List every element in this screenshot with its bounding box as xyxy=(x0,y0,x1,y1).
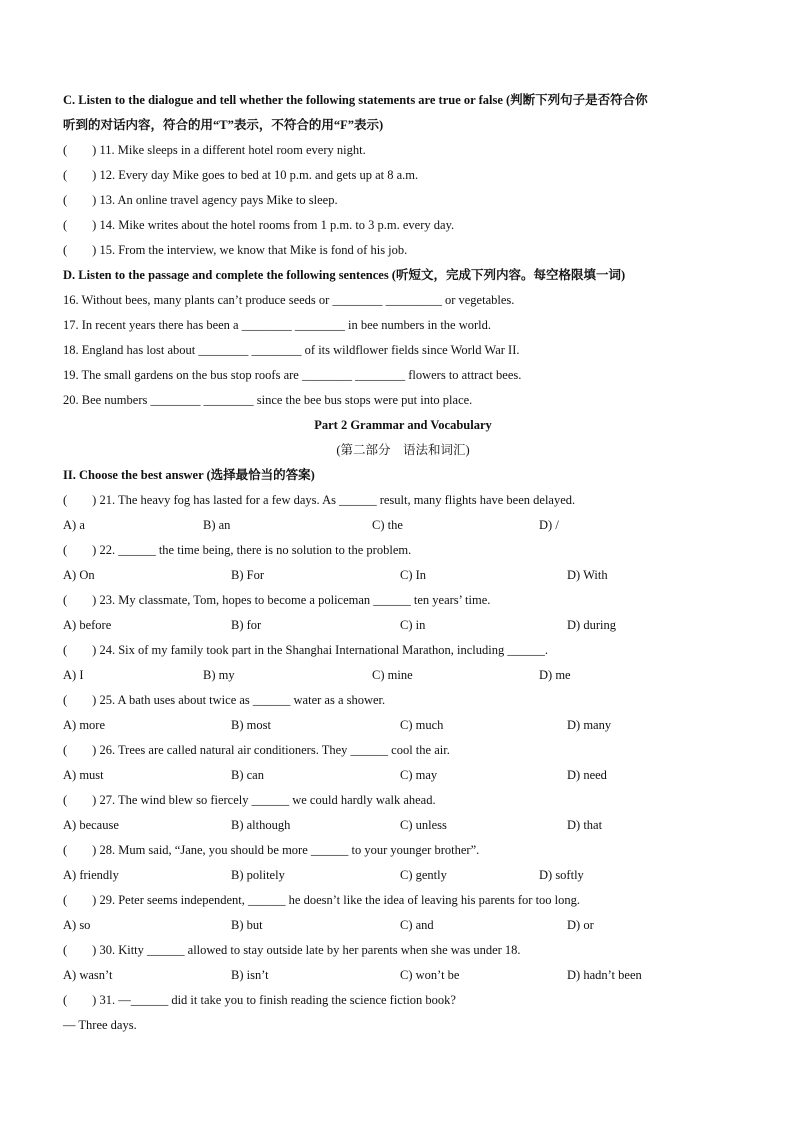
option-d: D) need xyxy=(567,768,607,782)
option-d: D) With xyxy=(567,568,608,582)
question-15: ( ) 15. From the interview, we know that Mike is fond of his job. xyxy=(63,243,408,257)
options-30 xyxy=(63,963,743,988)
question-24: ( ) 24. Six of my family took part in the Shanghai International Marathon, including ______. xyxy=(63,643,548,657)
question-14: ( ) 14. Mike writes about the hotel rooms from 1 p.m. to 3 p.m. every day. xyxy=(63,218,455,232)
section-d-heading: D. Listen to the passage and complete the following sentences (听短文，完成下列内容。每空格限填一词) xyxy=(63,268,626,282)
question-28: ( ) 28. Mum said, “Jane, you should be more ______ to your younger brother”. xyxy=(63,843,480,857)
question-29: ( ) 29. Peter seems independent, ______ he doesn’t like the idea of leaving his parents for too long. xyxy=(63,893,581,907)
option-a: A) I xyxy=(63,668,84,682)
option-b: B) for xyxy=(231,618,262,632)
options-21 xyxy=(63,513,743,538)
options-25 xyxy=(63,713,743,738)
option-a: A) On xyxy=(63,568,95,582)
question-13: ( ) 13. An online travel agency pays Mike to sleep. xyxy=(63,193,338,207)
option-c: C) won’t be xyxy=(400,968,460,982)
option-a: A) wasn’t xyxy=(63,968,113,982)
section-c-heading-cont: 听到的对话内容，符合的用“T”表示，不符合的用“F”表示) xyxy=(63,118,384,132)
question-17: 17. In recent years there has been a ________ ________ in bee numbers in the world. xyxy=(63,318,492,332)
options-24 xyxy=(63,663,743,688)
question-12: ( ) 12. Every day Mike goes to bed at 10 p.m. and gets up at 8 a.m. xyxy=(63,168,419,182)
part2-title: Part 2 Grammar and Vocabulary xyxy=(314,418,492,432)
option-c: C) mine xyxy=(372,668,413,682)
option-b: B) most xyxy=(231,718,271,732)
option-c: C) much xyxy=(400,718,444,732)
option-d: D) or xyxy=(567,918,594,932)
option-a: A) a xyxy=(63,518,85,532)
option-c: C) in xyxy=(400,618,426,632)
options-27 xyxy=(63,813,743,838)
question-11: ( ) 11. Mike sleeps in a different hotel room every night. xyxy=(63,143,366,157)
section-c-heading: C. Listen to the dialogue and tell whether the following statements are true or false (判断下列句子是否符合你 xyxy=(63,93,648,107)
options-22 xyxy=(63,563,743,588)
option-d: D) softly xyxy=(539,868,584,882)
option-b: B) politely xyxy=(231,868,285,882)
section-ii-heading: II. Choose the best answer (选择最恰当的答案) xyxy=(63,468,315,482)
option-a: A) before xyxy=(63,618,112,632)
option-c: C) and xyxy=(400,918,434,932)
exam-page xyxy=(63,88,743,1038)
options-29 xyxy=(63,913,743,938)
option-d: D) / xyxy=(539,518,559,532)
part2-subtitle: (第二部分 语法和词汇) xyxy=(336,443,470,457)
option-d: D) hadn’t been xyxy=(567,968,642,982)
option-a: A) so xyxy=(63,918,91,932)
question-16: 16. Without bees, many plants can’t produce seeds or ________ _________ or vegetables. xyxy=(63,293,515,307)
option-b: B) but xyxy=(231,918,263,932)
option-a: A) friendly xyxy=(63,868,119,882)
option-c: C) the xyxy=(372,518,403,532)
question-30: ( ) 30. Kitty ______ allowed to stay outside late by her parents when she was under 18. xyxy=(63,943,521,957)
option-b: B) isn’t xyxy=(231,968,269,982)
question-25: ( ) 25. A bath uses about twice as ______ water as a shower. xyxy=(63,693,386,707)
option-c: C) gently xyxy=(400,868,447,882)
question-21: ( ) 21. The heavy fog has lasted for a few days. As ______ result, many flights have been delayed. xyxy=(63,493,576,507)
question-27: ( ) 27. The wind blew so fiercely ______ we could hardly walk ahead. xyxy=(63,793,436,807)
options-23 xyxy=(63,613,743,638)
option-d: D) during xyxy=(567,618,616,632)
question-20: 20. Bee numbers ________ ________ since the bee bus stops were put into place. xyxy=(63,393,473,407)
question-23: ( ) 23. My classmate, Tom, hopes to become a policeman ______ ten years’ time. xyxy=(63,593,491,607)
question-18: 18. England has lost about ________ ________ of its wildflower fields since World War II. xyxy=(63,343,520,357)
answer-31: — Three days. xyxy=(63,1018,137,1032)
options-28 xyxy=(63,863,743,888)
options-26 xyxy=(63,763,743,788)
option-a: A) because xyxy=(63,818,119,832)
option-d: D) that xyxy=(567,818,603,832)
option-d: D) me xyxy=(539,668,571,682)
option-c: C) unless xyxy=(400,818,447,832)
option-b: B) can xyxy=(231,768,264,782)
option-b: B) For xyxy=(231,568,264,582)
option-b: B) an xyxy=(203,518,231,532)
option-a: A) more xyxy=(63,718,105,732)
option-c: C) In xyxy=(400,568,427,582)
option-d: D) many xyxy=(567,718,612,732)
option-b: B) my xyxy=(203,668,235,682)
option-b: B) although xyxy=(231,818,291,832)
question-19: 19. The small gardens on the bus stop roofs are ________ ________ flowers to attract bees. xyxy=(63,368,522,382)
question-31: ( ) 31. —______ did it take you to finish reading the science fiction book? xyxy=(63,993,456,1007)
question-22: ( ) 22. ______ the time being, there is no solution to the problem. xyxy=(63,543,412,557)
question-26: ( ) 26. Trees are called natural air conditioners. They ______ cool the air. xyxy=(63,743,450,757)
option-c: C) may xyxy=(400,768,438,782)
option-a: A) must xyxy=(63,768,104,782)
